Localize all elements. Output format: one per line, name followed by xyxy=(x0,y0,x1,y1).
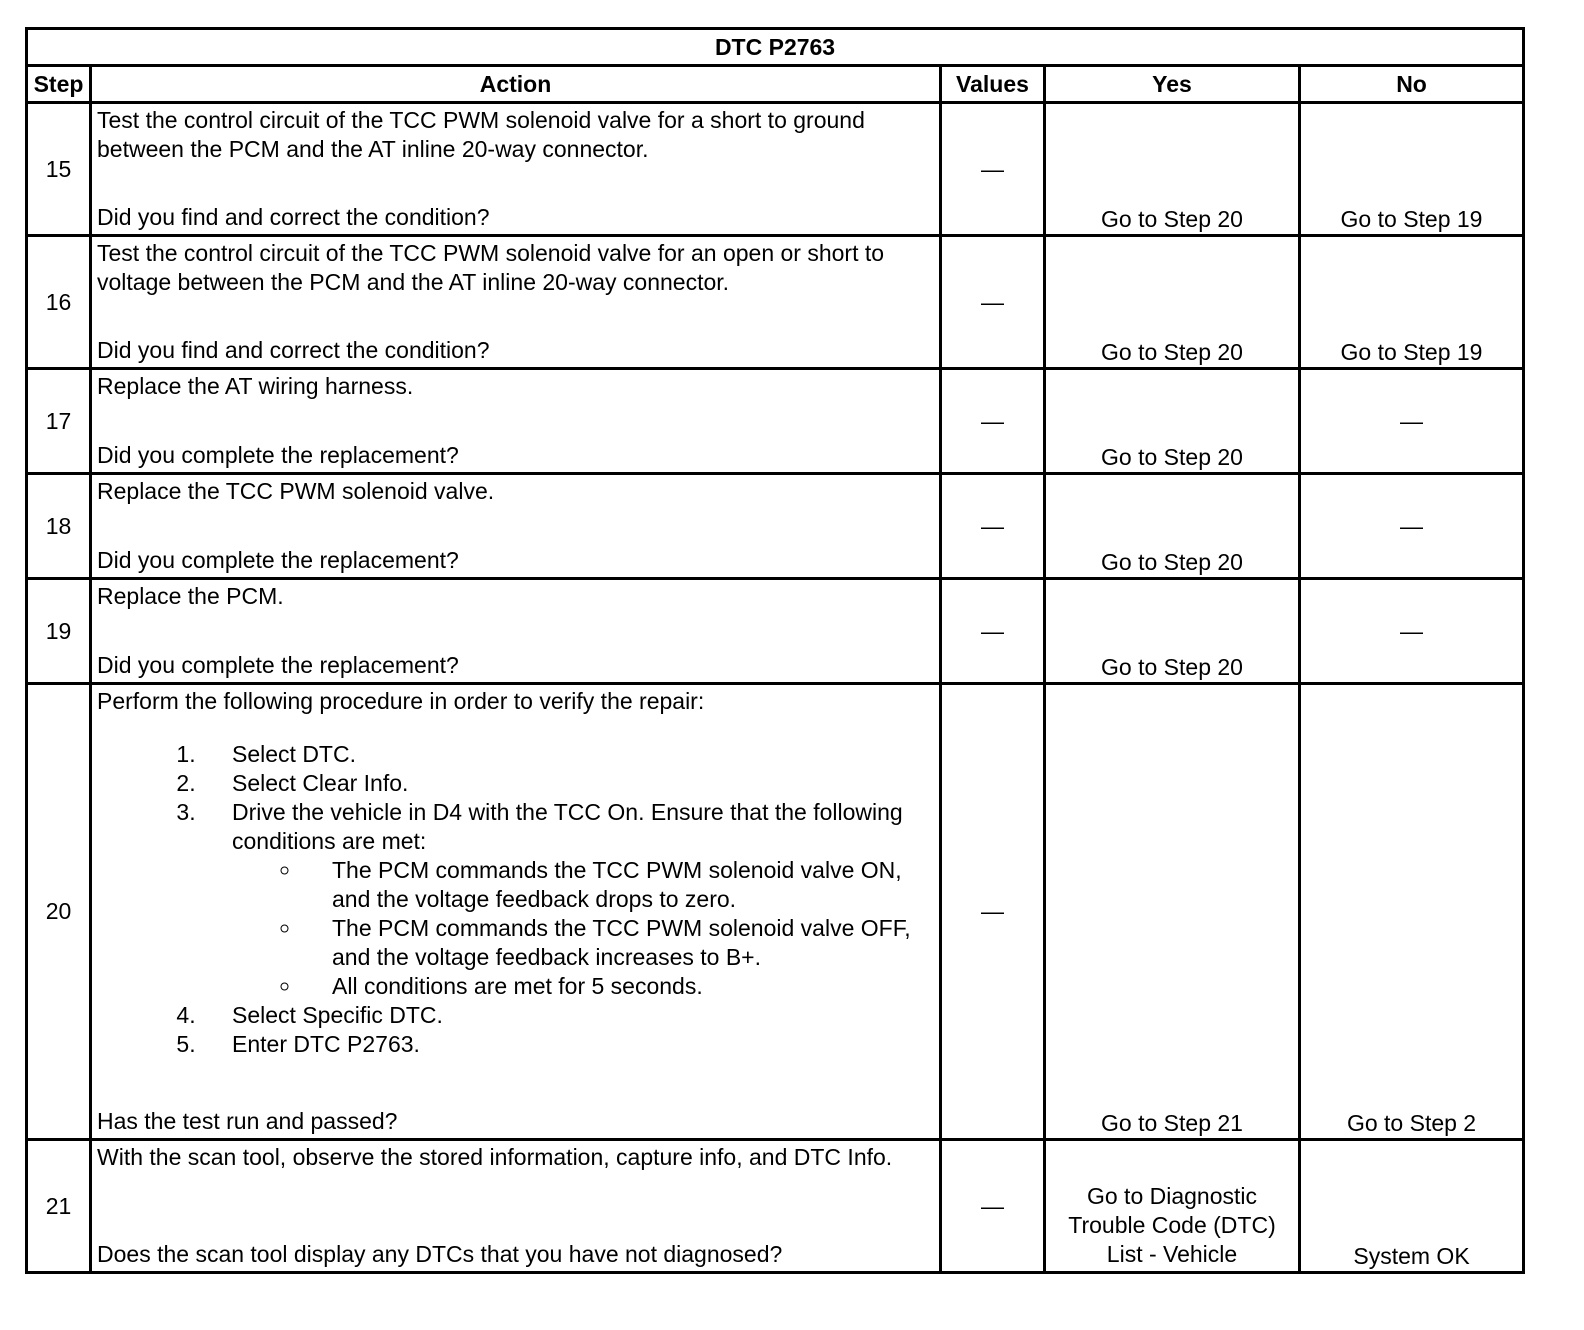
action-question: Did you find and correct the condition? xyxy=(97,337,490,363)
action-cell xyxy=(91,1140,941,1273)
action-text: Test the control circuit of the TCC PWM solenoid valve for a short to ground between the PCM and the AT inline 20-way connector. xyxy=(97,107,865,162)
action-text: With the scan tool, observe the stored information, capture info, and DTC Info. xyxy=(97,1144,893,1170)
values-cell: — xyxy=(941,369,1045,474)
step-number: 21 xyxy=(27,1140,91,1273)
header-step: Step xyxy=(27,66,91,103)
action-text: Perform the following procedure in order to verify the repair: xyxy=(97,688,705,714)
step-number: 18 xyxy=(27,474,91,579)
values-cell: — xyxy=(941,1140,1045,1273)
table-row xyxy=(27,684,1524,1140)
action-question: Did you find and correct the condition? xyxy=(97,204,490,230)
table-row xyxy=(27,103,1524,236)
procedure-step: 1. Select DTC. xyxy=(202,740,934,769)
action-text: Replace the AT wiring harness. xyxy=(97,373,414,399)
header-yes: Yes xyxy=(1045,66,1300,103)
step-number: 19 xyxy=(27,579,91,684)
action-cell xyxy=(91,369,941,474)
action-text: Replace the PCM. xyxy=(97,583,284,609)
no-cell: — xyxy=(1300,579,1524,684)
yes-cell: Go to Step 20 xyxy=(1045,474,1300,579)
condition-item: ◦ The PCM commands the TCC PWM solenoid valve OFF, and the voltage feedback increases to B+. xyxy=(302,914,934,972)
condition-item: ◦ The PCM commands the TCC PWM solenoid valve ON, and the voltage feedback drops to zero. xyxy=(302,856,934,914)
table-row xyxy=(27,579,1524,684)
action-cell xyxy=(91,474,941,579)
step-number: 17 xyxy=(27,369,91,474)
action-cell xyxy=(91,236,941,369)
step-number: 15 xyxy=(27,103,91,236)
header-no: No xyxy=(1300,66,1524,103)
no-cell: — xyxy=(1300,474,1524,579)
table-row xyxy=(27,236,1524,369)
values-cell: — xyxy=(941,103,1045,236)
procedure-step xyxy=(202,798,934,1001)
action-question: Did you complete the replacement? xyxy=(97,652,459,678)
values-cell: — xyxy=(941,474,1045,579)
no-cell: System OK xyxy=(1300,1140,1524,1273)
procedure-list xyxy=(97,740,934,1059)
header-row xyxy=(27,66,1524,103)
table-row xyxy=(27,474,1524,579)
no-cell: — xyxy=(1300,369,1524,474)
yes-cell: Go to Step 20 xyxy=(1045,579,1300,684)
values-cell: — xyxy=(941,579,1045,684)
header-values: Values xyxy=(941,66,1045,103)
action-text: Test the control circuit of the TCC PWM solenoid valve for an open or short to voltage between the PCM and the AT inline 20-way connector. xyxy=(97,240,885,295)
values-cell: — xyxy=(941,236,1045,369)
table-title: DTC P2763 xyxy=(27,29,1524,66)
dtc-table xyxy=(25,27,1525,1274)
action-question: Did you complete the replacement? xyxy=(97,442,459,468)
procedure-step-text: Drive the vehicle in D4 with the TCC On. Ensure that the following conditions are met: xyxy=(232,799,903,854)
step-number: 20 xyxy=(27,684,91,1140)
table-title-row xyxy=(27,29,1524,66)
conditions-list xyxy=(232,856,934,1001)
step-number: 16 xyxy=(27,236,91,369)
procedure-step: 4. Select Specific DTC. xyxy=(202,1001,934,1030)
no-cell: Go to Step 19 xyxy=(1300,103,1524,236)
action-question: Did you complete the replacement? xyxy=(97,547,459,573)
action-cell xyxy=(91,684,941,1140)
action-question: Has the test run and passed? xyxy=(97,1108,398,1134)
procedure-step: 5. Enter DTC P2763. xyxy=(202,1030,934,1059)
no-cell: Go to Step 19 xyxy=(1300,236,1524,369)
yes-cell: Go to Step 20 xyxy=(1045,236,1300,369)
header-action: Action xyxy=(91,66,941,103)
table-row xyxy=(27,369,1524,474)
no-cell: Go to Step 2 xyxy=(1300,684,1524,1140)
condition-item: ◦ All conditions are met for 5 seconds. xyxy=(302,972,934,1001)
yes-cell: Go to Step 20 xyxy=(1045,103,1300,236)
action-cell xyxy=(91,103,941,236)
yes-cell: Go to Diagnostic Trouble Code (DTC) List - Vehicle xyxy=(1045,1140,1300,1273)
table-row xyxy=(27,1140,1524,1273)
values-cell: — xyxy=(941,684,1045,1140)
action-cell xyxy=(91,579,941,684)
yes-cell: Go to Step 20 xyxy=(1045,369,1300,474)
action-question: Does the scan tool display any DTCs that you have not diagnosed? xyxy=(97,1241,783,1267)
procedure-step: 2. Select Clear Info. xyxy=(202,769,934,798)
action-text: Replace the TCC PWM solenoid valve. xyxy=(97,478,495,504)
yes-cell: Go to Step 21 xyxy=(1045,684,1300,1140)
